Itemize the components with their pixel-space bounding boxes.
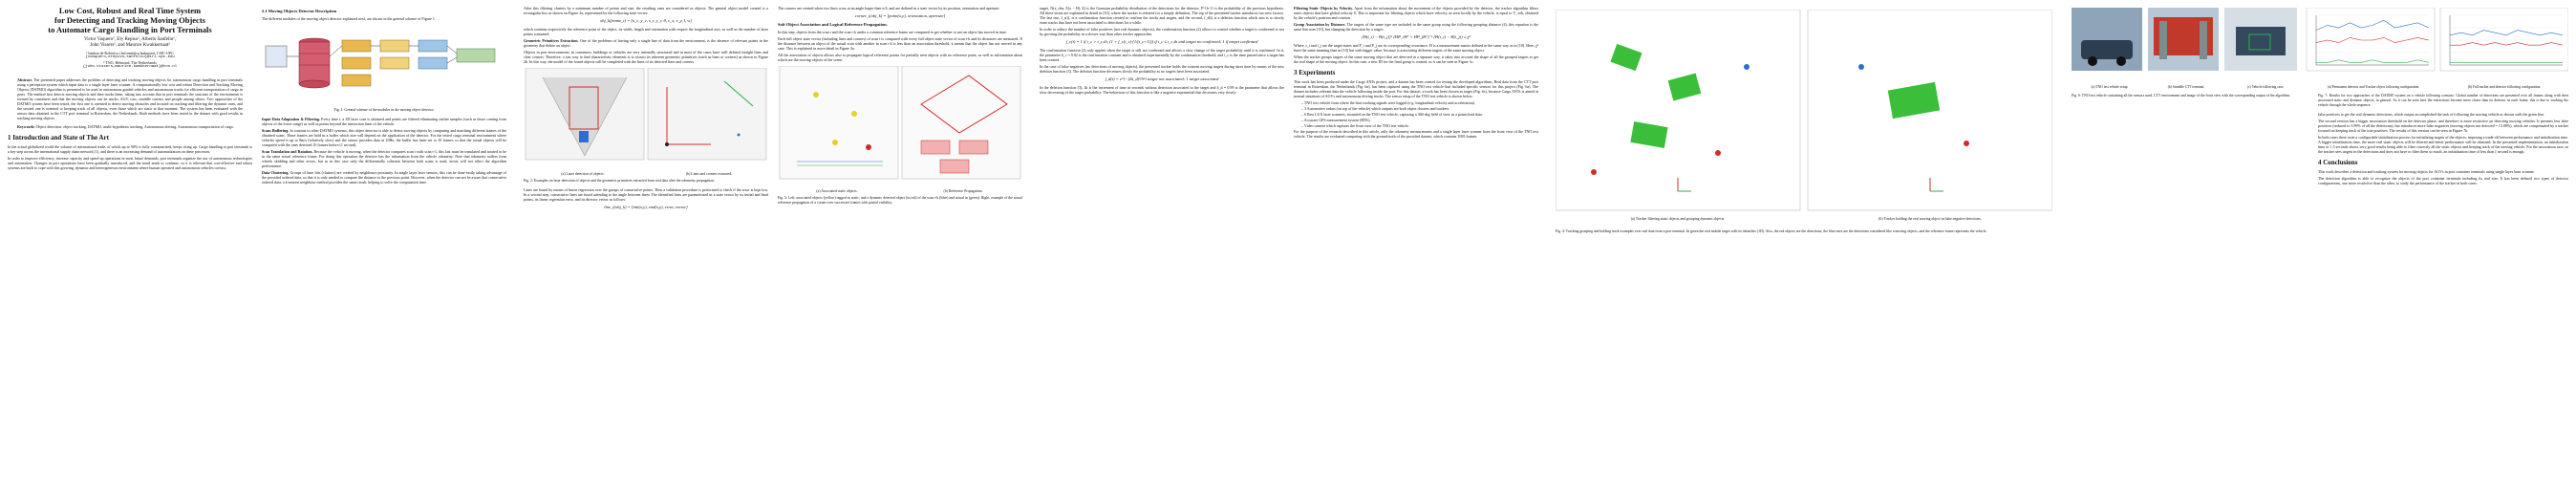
soft-association-paragraph-1: In this step, objects from the scan t and the scan t-k under a common reference frame are compared to get whether or not an object has moved in time. bbox=[778, 30, 1008, 34]
keywords-text: Object detection, object tracking, DATMO, multi-hypothesis tracking, Autonomous driving, Autonomous transportation of cargo. bbox=[35, 124, 234, 129]
results-paragraph-2: The second version has a bigger association threshold on the detector phase, and therefore is more restrictive on detecting moving vehicles. It presents less false positives (reduced to 3.99% of all the detections), but introduces more false negatives (moving objects not detected = 13.08%), which are compensated by a tracker focused on keeping track of the true positives. The results of this version can be seen in Figure 7b. bbox=[2318, 118, 2568, 133]
figure-4a-caption: (a) Tracker filtering static objects and grouping dynamic objects. bbox=[1630, 217, 1726, 221]
sensor-list-item: – Accurate GPS measurement system (RTK). bbox=[1301, 118, 1371, 122]
detector-intro: The different modules of the moving object detector explained next, are shown in the general scheme of Figure 1. bbox=[262, 16, 436, 21]
data-clustering-text: Groups of laser hits (clusters) are created by neighbours proximity. In single layer laser sensors, this can be done easily taking advantage of the provided ordered data, so that it is only needed to compare the distance to the previous point. However, when the detector can not be aware that consecutive ordered data, a k-nearest neighbour method provides the same result, helping to solve the computation time. bbox=[262, 170, 506, 185]
abstract-label: Abstract. bbox=[17, 77, 32, 82]
figure-6 bbox=[2072, 8, 2568, 90]
figure-7a-caption: (a) Permanent detector and Tracker object following configuration. bbox=[2327, 85, 2420, 89]
affiliation-1-email: {vvaquero,erepiso,sanfeliu}@iri.upc.edu bbox=[85, 55, 175, 59]
grouping-distance-equation: (H(t_i) − H(t_j))ᵀ (HP_iHᵀ + HP_jHᵀ)⁻¹ (H(t_i) − H(t_j)) ≤ χ² bbox=[1362, 34, 1470, 39]
page5-left-text bbox=[2072, 112, 2310, 187]
grouping-paragraph-2: When the tracker groups targets of the same moving object that are detected in a separate way, it takes into account the shape of all the grouped targets to get the real shape of the moving object. In this case, a new ID for the final group is created, as it can be seen in Figure 5c. bbox=[1294, 54, 1538, 64]
group-association-label: Group Association by Distance. bbox=[1294, 22, 1346, 27]
figure-3-images bbox=[778, 66, 1022, 185]
figure-2b-caption: (b) Lines and corners extracted. bbox=[685, 172, 733, 176]
sensor-list bbox=[1294, 100, 1538, 128]
filtering-static-paragraph bbox=[1294, 6, 1538, 20]
figure-7-caption: Fig. 7: Results for two approaches of the DATMO system on a vehicle following scenario. Global number of detections are presented over all frames along with their associated static and dynamic objects, in general. As it can be seen here the extractions become more closer than its detector in each frame, this is due to tracking the vehicle through the whole sequence. bbox=[2318, 93, 2568, 107]
scan-translation-label: Scan Translation and Rotation. bbox=[262, 149, 313, 154]
tracker-paragraph-5: In the deletion function (3), Δt is the increment of time in seconds without detection associated to the target and δ_d = 0.99 is the parameter that allows the slow decreasing of the target probability. The behaviour of this function is like a negative exponential that decreases very slowly. bbox=[1040, 85, 1284, 95]
corners-paragraph: The corners are created when two lines cross at an angle larger than π/4, and are defined in a state vector by its position, orientation and aperture: bbox=[778, 6, 1000, 11]
port-objects-paragraph: Objects in port environments, as containers, buildings or vehicles are very internally structured and in most of the cases have well defined straight lines and clear corners. Therefore, a fast way to find characteristic elements is to extract its inherent geometric primitives (such as lines or corners) as shown in Figure 2b. In this way, the model of the found objects will be completed with the lines of its detected lines and corners. bbox=[524, 50, 768, 64]
conclusions-paragraph-1: This work describes a detection and tracking system for moving objects for AGVs in port container terminals using single layer laser scanner. bbox=[2318, 168, 2535, 174]
data-clustering-label: Data Clustering. bbox=[262, 170, 290, 175]
affiliation-2: ² TNO, Helmond, The Netherlands bbox=[103, 60, 157, 65]
group-association-text: The targets of the same type are included in the same group using the following grouping distance (4), this equation is the same that uses [10], but changing the detection by a target: bbox=[1294, 22, 1538, 32]
page4-content bbox=[1556, 0, 2052, 478]
page2-right-column bbox=[778, 0, 1022, 478]
clusters-paragraph: After this filtering clusters by a minimum number of points and size, the resulting ones are considered as objects. The general object model created is a rectangular box as shown on Figure 2a, represented by the following state vector: bbox=[524, 6, 768, 15]
figure-7b-caption: (b) Full tracker and detector following configuration. bbox=[2467, 85, 2542, 89]
scans-buffering-text: In contrast to other DATMO systems, this object detector is able to detect moving objects by comparing and matching different frames of the obtained scans. These frames are held in a buffer which size will depend on the application of the detector. For the tested cargo terminal environment where vehicles speed is up to 8m/s (relatively slow) and the sensor provides data at 10Hz, the buffer has been set to 10 frames so that the actual objects will be compared with the ones detected 10 frames before (1 second). bbox=[262, 128, 506, 147]
figure-6-caption: Fig. 6: TNO test vehicle containing all the sensors used, CTT environment and image of the front view with the corresponding output of the algorithm. bbox=[2072, 93, 2291, 98]
figure-4b-caption: (b) Tracker holding the real moving object in false negative detections. bbox=[1878, 217, 1982, 221]
soft-association-paragraph-3: All the association of objects allows also to propagate logical reference points for partially seen objects with no reference point, as well as information about which are the moving objects of the scene. bbox=[778, 53, 1022, 62]
results-paragraph-3: In both cases there exist a configurable initialization process for initializing targets of the objects, imposing a trade-off between performance and initialization time. A bigger initialization time, the more real static objects will be filtered and better performance will be obtained. In the presented implementation, an initialization time of 1.5 seconds shows very good results being able to filter correctly all the static objects and keeping track of the moving vehicle. For the association case, as the tracker sees targets in the detections and does not have to filter them so much, an initialization time of less than 1 second is enough. bbox=[2318, 134, 2568, 154]
scans-buffering-paragraph bbox=[262, 128, 506, 147]
state-vector-paragraph: which contains respectively the reference point of the object, its width, length and orientation with respect the longitudinal axis, as well as the number of laser points contained. bbox=[524, 27, 768, 36]
geometric-primitives-text: One of the problems of having only a single line of data from the environment, is the absence of relevant points in the geometry that define an object. bbox=[524, 38, 768, 48]
page3-right-column bbox=[1294, 0, 1538, 478]
chart-7a bbox=[2307, 8, 2435, 71]
scan-translation-text: Because the vehicle is moving, when the detector compares scan t with scan t-1, this last must be translated and rotated to be in the same actual reference frame. For doing this operation the detector has the information from the vehicle odometry. Note that odometry suffers from wheels skidding and other errors, but as in this case only the differentially coherent between both scans is used, errors will not affect the algorithm performance. bbox=[262, 149, 506, 168]
abstract-text: The presented paper addresses the problem of detecting and tracking moving objects for autonomous cargo handling in port terminals using a perception system which input data is a single layer laser scanner. A computationally low cost and robust Detection and Tracking Moving Objects (DATMO) algorithm is presented to be used in autonomous guided vehicles and autonomous trucks for efficient transportation of cargo in ports. The method first detects moving objects and then tracks them, taking into account that in port terminals the structure of the environment is formed by containers and that the moving objects can be trucks, AGV, cars, straddle carriers and people among others. Two approaches of the DATMO system have been tested, the first one is oriented to detect moving obstacles and focused on tracking and filtering the dynamic ones, and the second one is oriented to keeping track of all objects, even those which are static at that moment. The system has been evaluated with the sensor data obtained in the CTT port terminal in Rotterdam, the Netherlands. Both methods have been tested in the dataset with good results in tracking moving objects. bbox=[17, 77, 243, 120]
sensor-list-item: – Video camera which captures the front view of the TNO test vehicle. bbox=[1301, 123, 1410, 128]
figure-6b-caption: (b) Straddle CTT terminal. bbox=[2167, 85, 2205, 89]
figure-4-images bbox=[1556, 10, 2052, 212]
affiliation-2-email: {john.vissers,maurice.kwakkernaat}@tno.nl bbox=[82, 65, 178, 69]
figure-2 bbox=[524, 68, 768, 177]
sensor-list-item: – 6 Ibeo LUX laser scanners, mounted on the TNO test vehicle, capturing a 360 deg field of view as a pointcloud data. bbox=[1301, 112, 1483, 117]
paper-title-line3: to Automate Cargo Handling in Port Terminals bbox=[48, 25, 212, 34]
page-4 bbox=[1548, 0, 2062, 478]
keywords bbox=[17, 124, 243, 129]
section-4-heading: 4 Conclusions bbox=[2318, 158, 2358, 166]
authors: Victor Vaquero¹, Ely Repiso¹, Alberto Sanfeliu¹, bbox=[83, 37, 177, 42]
results-paragraph-1: false positives to get the real dynamic detections, which output accomplished the task of following the moving vehicle as shown with the green line. bbox=[2318, 111, 2545, 117]
page2-left-column bbox=[524, 0, 768, 478]
page-2 bbox=[516, 0, 1030, 478]
figure-2-caption: Fig. 2: Examples on laser detection of objects and the geometric primitives extracted from real data after the odometry propagation. bbox=[524, 179, 716, 183]
section-2-1-heading: 2.1 Moving Objects Detector Description bbox=[262, 9, 337, 13]
corner-state-equation: corner_i(obj_k) = [point(x,y), orientation, aperture] bbox=[854, 13, 946, 18]
input-data-text: Every time t, a 2D laser scan is obtained and points are filtered eliminating outlier samples (such as those coming from objects of the lower range) as well as points beyond the interaction limit of the vehicle. bbox=[262, 117, 506, 126]
authors-line2: John Vissers², and Maurice Kwakkernaat² bbox=[90, 43, 170, 48]
experiments-paragraph: This work has been produced under the Cargo ANTs project, and a dataset has been created for testing the developed algorithms. Real data from the CTT port terminal in Rotterdam, the Netherlands (Fig. 6a), has been captured using the TNO test vehicle that included specific sensors for this project (Fig. 6a). The dataset includes relevant data the vehicle following inside the port. For this dataset, a truck has been chosen as target (Fig. 6c), because Cargo ANTs is aimed at normal situations of AGVs and autonomous driving trucks. The sensor setup of the TNO test vehicle is shown below. bbox=[1294, 79, 1538, 98]
section-3-heading: 3 Experiments bbox=[1294, 69, 1336, 76]
abstract bbox=[17, 77, 243, 120]
sensor-list-item: – TNO test vehicle from where the host tracking signals were logged (e.g. longitudinal velocity and acceleration). bbox=[1301, 100, 1475, 105]
section-1-heading: 1 Introduction and State of The Art bbox=[8, 134, 109, 141]
input-data-label: Input Data Adaptation & Filtering. bbox=[262, 117, 320, 121]
figure-1-scheme bbox=[262, 25, 506, 106]
page-3 bbox=[1032, 0, 1546, 478]
figure-1-caption: Fig. 1: General scheme of the modules in the moving object detector. bbox=[333, 108, 435, 112]
affiliation-1: ¹ Institut de Robòtica i Informàtica Industrial, CSIC-UPC bbox=[86, 51, 174, 55]
page3-left-column bbox=[1040, 0, 1284, 478]
intro-paragraph-1: In the actual globalized world the volume of international trade, of which up to 90% is fully containerized, keeps rising up. Cargo handling at port terminals is a key step across the international supply chain network [1], and there is an increasing demand of automatization on these processes. bbox=[8, 144, 252, 154]
line-state-equation: line_i(obj_k) = [init(x,y), end(x,y), error, vector] bbox=[604, 205, 688, 209]
tracker-paragraph-2: In order to reduce the number of false positives (not real dynamic objects), the confirmation function (2) allows to control whether a target is confirmed or not by growing the probability in a slower way than other tracker approaches. bbox=[1040, 27, 1284, 36]
chart-7b bbox=[2440, 8, 2568, 71]
soft-association-heading: Soft Object Association and Logical Reference Propagation. bbox=[778, 22, 888, 27]
geometric-primitives-paragraph bbox=[524, 38, 768, 48]
page1-right-column bbox=[262, 0, 506, 478]
figure-3-caption: Fig. 3: Left: associated objects (yellow) tagged as static, and a dynamic detected object (in red) of the scan t-k (blue) and actual in (green). Right, example of the actual reference propagation of a corner over successive frames with partial visibility. bbox=[778, 196, 1022, 205]
tracker-paragraph-4: In the case of false negatives (no detections of moving objects), the presented tracker holds the existent moving targets during short time by means of the new deletion function (3). The deletion function decreases slowly the probability as no targets have been associated. bbox=[1040, 64, 1284, 74]
scans-buffering-label: Scans Buffering. bbox=[262, 128, 290, 133]
filtering-static-text: Apart from the information about the movement of the objects provided by the detector, the tracker algorithm filters static objects that have global velocity 0. This is important for filtering objects which have velocity, as seen locally by the vehicle, is equal to V_veh, obtained by the vehicle's position and rotation. bbox=[1294, 6, 1538, 20]
figure-6a-caption: (a) TNO test vehicle setup. bbox=[2091, 85, 2129, 89]
figure-4 bbox=[1556, 10, 2052, 228]
paper-title-line1: Low Cost, Robust and Real Time System bbox=[58, 6, 202, 15]
figure-3a-caption: (a) Associated static objects. bbox=[816, 189, 858, 193]
figure-3b-caption: (b) Reference Propagation. bbox=[943, 189, 983, 193]
geometric-primitives-label: Geometric Primitives Extraction. bbox=[524, 38, 579, 43]
object-state-equation: obj_k(frame_t) = [x_c, y_c, x_r, y_r, θ, v_x, v_y, l, w] bbox=[600, 18, 692, 23]
scan-translation-paragraph bbox=[262, 149, 506, 168]
keywords-label: Keywords: bbox=[17, 124, 35, 129]
input-data-paragraph bbox=[262, 117, 506, 126]
intro-paragraph-2: In order to improve efficiency, increase capacity and speed up operations in most future demands, port terminals organize the use of autonomous technologies and automation. Changes in port operations have been gradually introduced, and the trend tends to continue, so it is relevant that cost-effective and robust systems are built to cope with this growing, dynamic and heterogeneous environment where human operated and autonomous vehicles coexist. bbox=[8, 156, 252, 170]
data-clustering-paragraph bbox=[262, 170, 506, 185]
page5-right-text bbox=[2318, 112, 2568, 187]
figure-4-caption: Fig. 4: Tracking grouping and holding track examples over real data from a port terminal. In green the real mobile target with its identifier (1D). Also, the red objects are the detections, the blue ones are the detections considered like a moving objects, and the reference frame represents the vehicle. bbox=[1556, 229, 1987, 233]
page1-left-column bbox=[8, 0, 252, 478]
grouping-paragraph-1: Where, t_i and t_j are the target states and P_i and P_j are its corresponding covariance. H is a measurement matrix defined in the same way as in [10]. Here, χ² have the same meaning than in [10] but with bigger value, because is associating different targets of the same moving object. bbox=[1294, 43, 1538, 53]
filtering-static-label: Filtering Static Objects by Velocity. bbox=[1294, 6, 1354, 11]
figure-3 bbox=[778, 66, 1022, 194]
scheme-diagram bbox=[262, 25, 506, 101]
deletion-function-equation: f_d(t) = e^{−(Δt_d)²/δ²} target not associated; 1 target associated bbox=[1105, 76, 1219, 81]
lines-paragraph: Lines are found by means of linear regression over the groups of consecutive points. Then a validation procedure is performed to check if the error is kept low. In a second step, consecutive lines are fused attending to the angle between them. The identified lines are parametrized in a state vector by its initial and final points, its linear regression error, and its director vector as follows: bbox=[524, 187, 768, 202]
figure-2-images bbox=[524, 68, 768, 167]
conclusions-paragraph-2: The detection algorithm is able to recognize the objects of the port container terminals including its real size. It has been defined two types of detector configurations, one more restrictive than the other, to study the performance of the tracker in both cases. bbox=[2318, 175, 2568, 185]
page-5 bbox=[2064, 0, 2576, 478]
tracker-paragraph-3: The confirmation function (2) only applies when the target is still not confirmed and allows a slow change of the target probability until it is confirmed. In it, the parameter δ_c = 0.02 is the confirmation constant and is obtained experimentally by the confirmation threshold, and t_c is the time passed since a target has been created. bbox=[1040, 48, 1284, 62]
paper-title-line2: for Detecting and Tracking Moving Objects bbox=[54, 15, 205, 25]
page5-content bbox=[2072, 0, 2568, 478]
figure-6-photos bbox=[2072, 8, 2568, 80]
confirmation-function-equation: f_c(t) = 1 if t_c > t_c,th; (1 + f_c(t_c)·(1/(t_c+1))) if t_c ≤ t_c,th and target no confirmed; 1 if target confirmed bbox=[1065, 39, 1258, 44]
soft-association-paragraph-2: Each full object state vector (including lines and corners) of scan t is compared with every full object state vector of scan t-k and its distances are measured. If the distance between an object of the actual scan with another in scan t-k is less than an association threshold, it means that the object has not moved in any case. This is explained in more detail in Figure 3a. bbox=[778, 36, 1022, 51]
sensor-list-item: – 3 Automotive radars (on top of the vehicle) which outputs are both object clusters and trackers. bbox=[1301, 106, 1450, 111]
tracker-paragraph-1: target, N(x_obs; Σ(x − H), Σ) is the Gaussian probability distribution of the detections for the detector, P^{k-1} is the probability of the previous hypothesis. All these terms are explained in detail in [10], where the tracker is referred for a simply definition. The top of the presented tracker introduces two new factors. The last one, f_s(t), is a confirmation function created to confirm the tracks and targets, and the second, f_d(t) is a deletion function which aim is to slowly erase tracks that have not been associated to detections for a while. bbox=[1040, 6, 1284, 25]
figure-6c-caption: (c) Vehicle following case. bbox=[2246, 85, 2285, 89]
figure-2a-caption: (a) Laser detection of objects. bbox=[561, 172, 605, 176]
page-1 bbox=[0, 0, 514, 478]
experiments-paragraph-2: For the purpose of the research described in this article, only the odometry measurements and a single layer laser scanner from the front view of the TNO test vehicle. The results are evaluated comparing with the ground-truth of the provided dataset, which contains 1095 frames. bbox=[1294, 129, 1538, 139]
group-association-paragraph bbox=[1294, 22, 1538, 32]
